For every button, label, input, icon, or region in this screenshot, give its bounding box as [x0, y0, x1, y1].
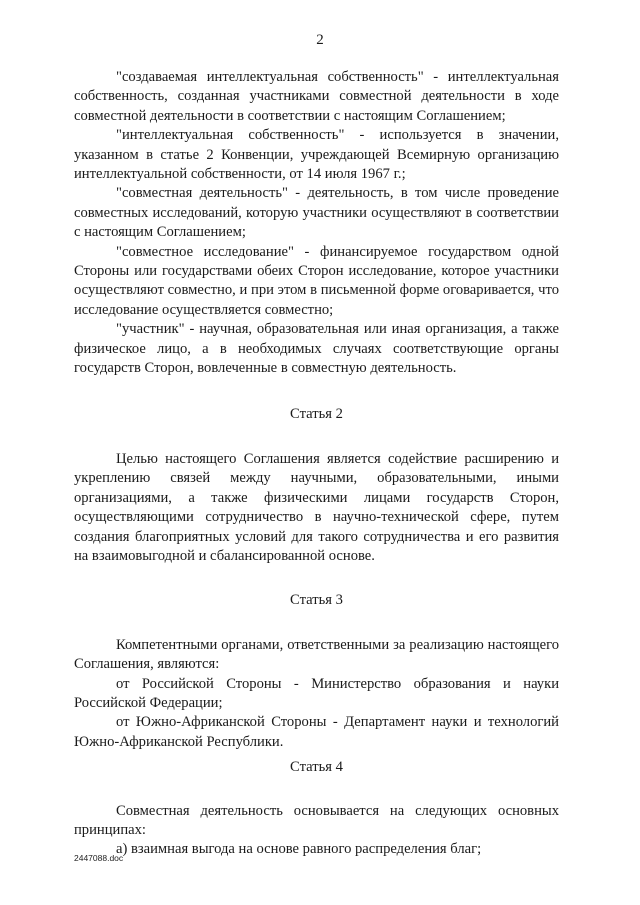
- document-body: [74, 68, 559, 860]
- page-number: 2: [316, 32, 324, 48]
- article-3-intro: Компетентными органами, ответственными за реализацию настоящего Соглашения, являются:: [74, 636, 559, 673]
- definition-created-ip: "создаваемая интеллектуальная собственность" - интеллектуальная собственность, созданная участниками совместной деятельности в ходе совместной деятельности в соответствии с настоящим Соглашением;: [74, 69, 559, 124]
- article-4-heading: Статья 4: [290, 759, 343, 776]
- definition-ip: "интеллектуальная собственность" - используется в значении, указанном в статье 2 Конвенции, учреждающей Всемирную организацию интеллектуальной собственности, от 14 июля 1967 г.;: [74, 127, 559, 183]
- article-3-south-africa: от Южно-Африканской Стороны - Департамент науки и технологий Южно-Африканской Республики.: [74, 714, 559, 750]
- definition-joint-research: "совместное исследование" - финансируемое государством одной Стороны или государствами обеих Сторон исследование, которое участники осуществляют совместно, и при этом в письменной форме оговаривается, что исследование осуществляется совместно;: [74, 243, 559, 318]
- article-2-heading: Статья 2: [290, 405, 343, 422]
- definition-participant: "участник" - научная, образовательная или иная организация, а также физическое лицо, а в необходимых случаях соответствующие органы государств Сторон, вовлеченные в совместную деятельность.: [74, 321, 559, 377]
- article-3-heading: Статья 3: [290, 592, 343, 609]
- definition-joint-activity: "совместная деятельность" - деятельность, в том числе проведение совместных исследований, которую участники осуществляют в соответствии с настоящим Соглашением;: [74, 185, 559, 241]
- article-3-russia: от Российской Стороны - Министерство образования и науки Российской Федерации;: [74, 675, 559, 711]
- article-4-item-a: а) взаимная выгода на основе равного распределения благ;: [116, 841, 482, 858]
- file-name-footer: 2447088.doc: [74, 853, 124, 863]
- article-2-text: Целью настоящего Соглашения является содействие расширению и укреплению связей между научными, образовательными, иными организациями, а также физическими лицами государств Сторон, осуществляющими сотрудничество в научно-технической сфере, путем создания благоприятных условий для такого сотрудничества и его развития на взаимовыгодной и сбалансированной основе.: [74, 450, 559, 564]
- article-4-intro: Совместная деятельность основывается на следующих основных принципах:: [74, 802, 559, 838]
